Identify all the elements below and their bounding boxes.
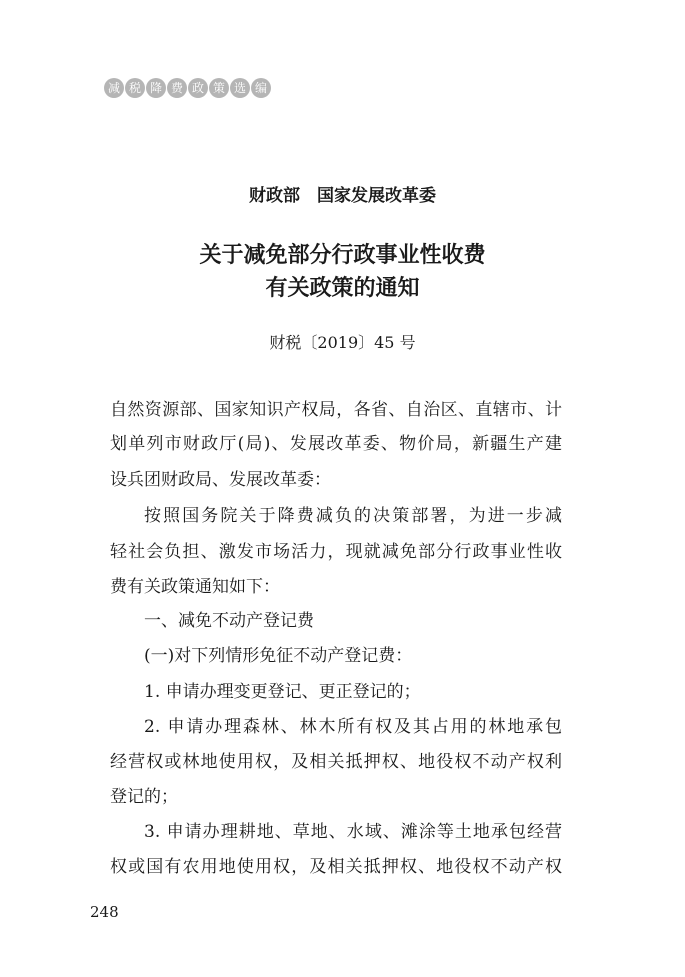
issuing-authorities: 财政部 国家发展改革委 xyxy=(249,186,436,206)
body-line: 按照国务院关于降费减负的决策部署，为进一步减 xyxy=(144,506,562,526)
series-tag-char: 策 xyxy=(209,78,229,98)
series-tag xyxy=(104,78,271,98)
body-line: 自然资源部、国家知识产权局，各省、自治区、直辖市、计 xyxy=(110,400,562,420)
subsection-heading: (一)对下列情形免征不动产登记费： xyxy=(144,646,413,666)
list-item: 1. 申请办理变更登记、更正登记的； xyxy=(144,682,421,702)
body-line: 费有关政策通知如下： xyxy=(110,577,280,597)
list-item: 2. 申请办理森林、林木所有权及其占用的林地承包 xyxy=(144,717,562,737)
document-title-line-2: 有关政策的通知 xyxy=(265,275,420,301)
series-tag-char: 编 xyxy=(251,78,271,98)
body-line: 划单列市财政厅(局)、发展改革委、物价局，新疆生产建 xyxy=(110,434,562,454)
series-tag-char: 税 xyxy=(125,78,145,98)
series-tag-char: 费 xyxy=(167,78,187,98)
series-tag-char: 减 xyxy=(104,78,124,98)
document-number: 财税〔2019〕45 号 xyxy=(269,333,416,352)
body-line: 经营权或林地使用权，及相关抵押权、地役权不动产权利 xyxy=(110,752,562,772)
list-item: 3. 申请办理耕地、草地、水域、滩涂等土地承包经营 xyxy=(144,822,562,842)
body-line: 登记的； xyxy=(110,787,178,807)
page-number: 248 xyxy=(90,903,119,921)
body-line: 设兵团财政局、发展改革委： xyxy=(110,470,331,490)
series-tag-char: 降 xyxy=(146,78,166,98)
series-tag-char: 选 xyxy=(230,78,250,98)
series-tag-char: 政 xyxy=(188,78,208,98)
body-line: 权或国有农用地使用权，及相关抵押权、地役权不动产权 xyxy=(110,857,562,877)
section-heading: 一、减免不动产登记费 xyxy=(144,611,314,631)
body-line: 轻社会负担、激发市场活力，现就减免部分行政事业性收 xyxy=(110,542,562,562)
document-title-line-1: 关于减免部分行政事业性收费 xyxy=(199,242,486,268)
